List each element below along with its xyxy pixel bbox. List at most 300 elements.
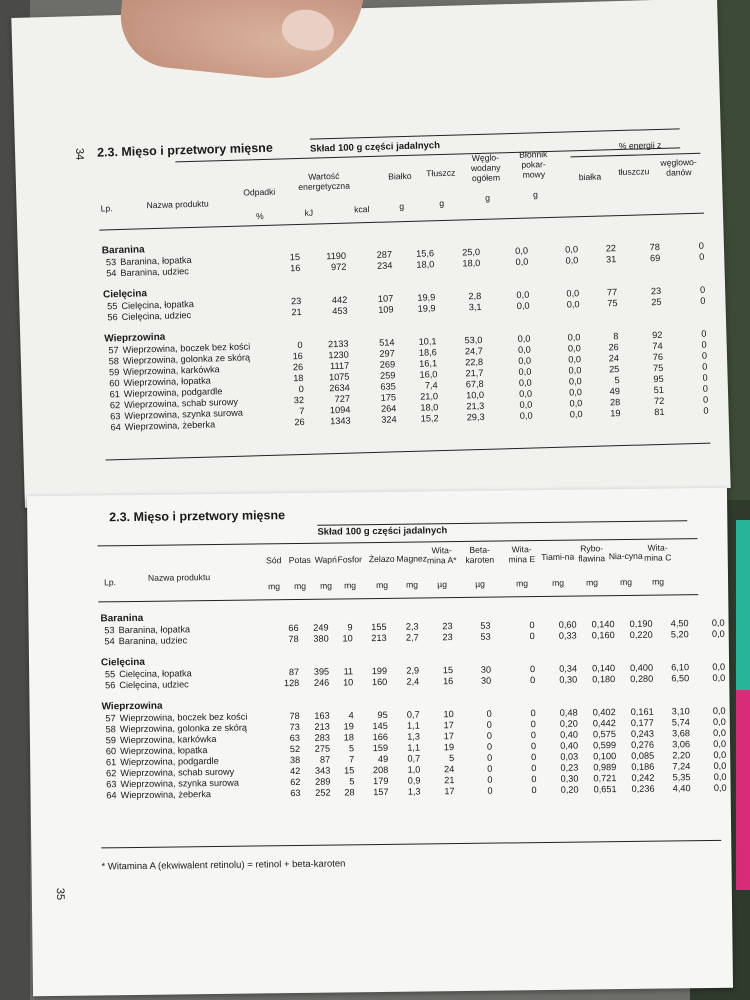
product-name: Wieprzowina, golonka ze skórą <box>119 722 248 735</box>
cell-value: 5 <box>349 776 355 787</box>
unit: mg <box>620 576 633 588</box>
cell-value: 234 <box>376 260 393 271</box>
cell-value: 0,242 <box>631 772 655 783</box>
cell-value: 24 <box>444 764 455 775</box>
cell-value: 0,60 <box>558 619 577 630</box>
unit: µg <box>475 578 485 589</box>
col-header: Wartość energetyczna <box>298 170 351 193</box>
cell-value: 0,0 <box>713 771 727 782</box>
row-number: 58 <box>105 724 116 735</box>
cell-value: 0,0 <box>712 705 726 716</box>
cell-value: 0 <box>486 708 492 719</box>
col-header: Wita-mina E <box>508 544 536 565</box>
cell-value: 5,74 <box>671 717 690 728</box>
cell-value: 107 <box>377 293 394 304</box>
cell-value: 635 <box>380 381 396 392</box>
col-header: Fosfor <box>337 554 362 565</box>
cell-value: 21 <box>444 775 455 786</box>
cell-value: 0 <box>531 774 537 785</box>
row-number: 63 <box>106 779 117 790</box>
cell-value: 0,0 <box>516 300 530 311</box>
cell-value: 0,0 <box>568 354 582 365</box>
cell-value: 0,0 <box>566 288 580 299</box>
unit: mg <box>406 579 419 590</box>
col-header: białka <box>578 171 602 183</box>
unit: mg <box>516 578 529 589</box>
cell-value: 0,0 <box>519 388 533 399</box>
cell-value: 16 <box>292 350 303 362</box>
cell-value: 18,6 <box>418 347 437 358</box>
cell-value: 0,7 <box>406 709 420 720</box>
cell-value: 19 <box>610 408 621 419</box>
cell-value: 0,180 <box>592 674 616 685</box>
cell-value: 163 <box>314 710 330 721</box>
col-header: Wita-mina A* <box>426 545 457 566</box>
cell-value: 159 <box>372 742 389 754</box>
cell-value: 2,7 <box>405 632 419 643</box>
cell-value: 25 <box>608 364 620 375</box>
product-name: Wieprzowina, łopatka <box>120 745 208 757</box>
section-title: 2.3. Mięso i przetwory mięsne <box>109 508 286 525</box>
product-name: Wieprzowina, schab surowy <box>124 396 239 410</box>
cell-value: 75 <box>652 362 664 374</box>
cell-value: 24 <box>608 353 620 364</box>
cell-value: 0,186 <box>631 761 655 772</box>
cell-value: 0,0 <box>516 289 530 300</box>
col-name: Nazwa produktu <box>147 572 211 583</box>
cell-value: 23 <box>442 621 453 632</box>
cell-value: 53 <box>480 631 491 642</box>
cell-value: 78 <box>288 633 299 645</box>
unit: µg <box>437 579 447 590</box>
footnote: * Witamina A (ekwiwalent retinolu) = retinol + beta-karoten <box>101 858 346 873</box>
cell-value: 1094 <box>329 404 351 416</box>
cell-value: 22 <box>605 243 617 254</box>
col-header: Błonnik pokar-mowy <box>519 149 548 180</box>
cell-value: 0,0 <box>712 716 726 727</box>
cell-value: 155 <box>371 621 387 633</box>
cell-value: 0 <box>700 295 706 306</box>
row-number: 57 <box>108 345 119 356</box>
cell-value: 49 <box>609 386 621 397</box>
cell-value: 0 <box>486 730 492 741</box>
cell-value: 264 <box>380 403 397 414</box>
col-header: Nia-cyna <box>608 550 643 562</box>
cell-value: 269 <box>379 359 396 370</box>
cell-value: 0,20 <box>560 784 579 795</box>
cell-value: 0,0 <box>711 617 725 628</box>
cell-value: 0,140 <box>591 619 615 630</box>
cell-value: 179 <box>373 775 389 787</box>
cell-value: 0,40 <box>560 740 579 751</box>
unit: mg <box>652 576 665 587</box>
section-title: 2.3. Mięso i przetwory mięsne <box>96 140 273 160</box>
cell-value: 30 <box>480 664 492 675</box>
cell-value: 9 <box>347 622 353 633</box>
cell-value: 0,34 <box>559 663 578 674</box>
cell-value: 0,190 <box>629 618 653 629</box>
group-name: Cielęcina <box>102 288 148 301</box>
cell-value: 1230 <box>328 349 349 361</box>
cell-value: 30 <box>480 675 492 686</box>
cell-value: 395 <box>313 666 330 677</box>
cell-value: 38 <box>289 754 301 766</box>
cell-value: 0,30 <box>560 773 579 784</box>
cell-value: 0 <box>297 339 303 351</box>
col-header: Wapń <box>314 554 337 565</box>
cell-value: 442 <box>331 294 348 306</box>
cell-value: 208 <box>372 764 389 776</box>
table-bottom-rule <box>106 443 711 461</box>
cell-value: 380 <box>313 633 329 644</box>
cell-value: 75 <box>607 298 618 309</box>
cell-value: 7 <box>349 754 355 765</box>
cell-value: 0,0 <box>712 661 726 672</box>
header-rule <box>317 520 687 526</box>
cell-value: 26 <box>292 361 304 373</box>
product-name: Baranina, udziec <box>118 635 188 647</box>
unit: mg <box>294 580 307 592</box>
cell-value: 0,0 <box>518 355 532 366</box>
cell-value: 0 <box>531 763 537 774</box>
cell-value: 31 <box>605 254 617 265</box>
cell-value: 0,7 <box>407 753 421 764</box>
product-name: Cielęcina, łopatka <box>119 668 192 680</box>
unit: g <box>532 189 538 200</box>
teal-book-edge <box>736 520 750 690</box>
cell-value: 8 <box>613 331 619 342</box>
cell-value: 0,0 <box>569 398 583 409</box>
cell-value: 1,1 <box>406 720 420 731</box>
cell-value: 81 <box>654 406 665 418</box>
cell-value: 0,989 <box>593 762 617 773</box>
cell-value: 0,0 <box>568 365 582 376</box>
cell-value: 74 <box>652 340 663 352</box>
cell-value: 22,8 <box>465 356 484 368</box>
cell-value: 343 <box>314 765 331 776</box>
page-35 <box>27 488 733 997</box>
col-lp: Lp. <box>100 203 113 214</box>
col-header: Rybo-flawina <box>578 543 606 564</box>
row-number: 55 <box>104 669 116 680</box>
cell-value: 0,0 <box>567 332 581 343</box>
product-name: Wieprzowina, golonka ze skórą <box>122 352 251 366</box>
product-name: Wieprzowina, boczek bez kości <box>119 711 248 724</box>
cell-value: 18 <box>343 732 355 743</box>
cell-value: 19 <box>443 742 455 753</box>
unit: g <box>399 201 405 212</box>
cell-value: 0,402 <box>592 707 616 718</box>
cell-value: 128 <box>283 677 300 689</box>
cell-value: 10 <box>342 633 353 644</box>
header-rule <box>310 128 680 139</box>
cell-value: 95 <box>653 373 664 385</box>
cell-value: 6,10 <box>671 662 690 673</box>
col-header: Potas <box>288 554 311 566</box>
cell-value: 92 <box>652 329 663 341</box>
cell-value: 87 <box>319 754 331 765</box>
cell-value: 11 <box>343 666 354 677</box>
cell-value: 49 <box>377 753 389 765</box>
cell-value: 0 <box>701 339 707 350</box>
cell-value: 51 <box>653 384 665 396</box>
cell-value: 21 <box>291 306 302 318</box>
cell-value: 0,0 <box>713 782 727 793</box>
cell-value: 0,48 <box>559 707 578 718</box>
cell-value: 25 <box>651 296 662 308</box>
cell-value: 10 <box>342 677 354 688</box>
cell-value: 514 <box>379 337 395 348</box>
unit: % <box>255 210 264 222</box>
cell-value: 0,9 <box>407 775 421 786</box>
cell-value: 0,442 <box>592 718 616 729</box>
cell-value: 246 <box>313 677 330 688</box>
cell-value: 17 <box>444 786 455 797</box>
cell-value: 157 <box>373 786 389 798</box>
cell-value: 0,20 <box>559 718 578 729</box>
cell-value: 78 <box>289 710 300 722</box>
cell-value: 18,0 <box>462 257 481 269</box>
col-header: Żelazo <box>368 553 395 565</box>
cell-value: 2634 <box>329 382 350 394</box>
unit: g <box>439 197 445 209</box>
cell-value: 18 <box>293 372 304 384</box>
table-bottom-rule <box>101 840 721 849</box>
cell-value: 0,599 <box>592 740 617 751</box>
row-number: 61 <box>109 389 120 400</box>
cell-value: 42 <box>290 765 301 777</box>
cell-value: 7,24 <box>672 761 691 772</box>
cell-value: 25,0 <box>461 246 481 258</box>
col-header: węglowo-danów <box>660 156 697 178</box>
cell-value: 453 <box>332 305 348 317</box>
cell-value: 19,9 <box>417 303 436 314</box>
cell-value: 53,0 <box>464 334 483 346</box>
product-name: Wieprzowina, szynka surowa <box>124 407 244 421</box>
cell-value: 972 <box>330 261 347 273</box>
cell-value: 15,2 <box>420 413 439 424</box>
cell-value: 6,50 <box>671 673 690 684</box>
product-name: Baranina, udziec <box>120 266 190 279</box>
cell-value: 0 <box>701 328 707 339</box>
cell-value: 3,10 <box>671 706 690 717</box>
cell-value: 252 <box>315 787 331 798</box>
unit: mg <box>552 577 565 588</box>
cell-value: 7,4 <box>424 380 438 391</box>
cell-value: 213 <box>371 632 387 644</box>
cell-value: 0,0 <box>566 299 580 310</box>
row-number: 56 <box>107 312 118 323</box>
cell-value: 52 <box>289 743 301 755</box>
product-name: Wieprzowina, schab surowy <box>120 766 235 779</box>
cell-value: 0,0 <box>569 387 583 398</box>
row-number: 60 <box>105 746 117 757</box>
row-number: 62 <box>109 400 121 411</box>
cell-value: 0,0 <box>569 409 583 420</box>
cell-value: 160 <box>371 676 388 688</box>
row-number: 54 <box>104 636 115 647</box>
cell-value: 28 <box>344 787 355 798</box>
cell-value: 23 <box>442 632 453 643</box>
cell-value: 727 <box>334 393 351 405</box>
col-header: Magnez <box>396 553 428 564</box>
product-name: Wieprzowina, karkówka <box>119 733 217 746</box>
cell-value: 2,20 <box>672 750 691 761</box>
group-name: Baranina <box>100 612 144 625</box>
cell-value: 109 <box>378 304 394 315</box>
product-name: Wieprzowina, podgardle <box>123 386 223 399</box>
cell-value: 0 <box>703 405 709 416</box>
page-34 <box>11 0 730 508</box>
cell-value: 77 <box>606 287 618 298</box>
row-number: 55 <box>107 301 118 312</box>
cell-value: 15,6 <box>416 248 435 259</box>
cell-value: 2,3 <box>405 621 419 632</box>
cell-value: 4 <box>348 710 354 721</box>
cell-value: 0,575 <box>592 729 616 740</box>
cell-value: 0 <box>487 774 493 785</box>
cell-value: 5 <box>449 753 455 764</box>
cell-value: 0 <box>702 394 709 405</box>
cell-value: 3,68 <box>671 728 690 739</box>
cell-value: 4,50 <box>670 618 689 629</box>
cell-value: 0 <box>530 708 536 719</box>
product-name: Wieprzowina, podgardle <box>120 755 219 768</box>
cell-value: 0 <box>486 719 492 730</box>
cell-value: 0,0 <box>713 760 727 771</box>
cell-value: 0,085 <box>631 750 655 761</box>
cell-value: 5 <box>614 375 620 386</box>
unit: g <box>484 192 491 203</box>
composition-header: Skład 100 g części jadalnych <box>309 140 441 155</box>
cell-value: 0,721 <box>593 773 617 784</box>
col-header: Wita-mina C <box>644 542 672 563</box>
row-number: 62 <box>106 768 117 779</box>
cell-value: 53 <box>480 620 491 631</box>
cell-value: 249 <box>313 622 329 633</box>
cell-value: 26 <box>294 416 305 428</box>
cell-value: 1,3 <box>407 786 421 797</box>
cell-value: 3,06 <box>672 739 691 750</box>
cell-value: 0,243 <box>630 728 654 739</box>
cell-value: 10,1 <box>418 336 437 347</box>
product-name: Wieprzowina, łopatka <box>123 375 211 388</box>
cell-value: 0,0 <box>515 256 529 267</box>
cell-value: 0 <box>702 361 708 372</box>
col-header: Sód <box>266 555 282 566</box>
cell-value: 0,280 <box>630 673 654 684</box>
cell-value: 297 <box>379 348 395 359</box>
cell-value: 0 <box>487 763 493 774</box>
cell-value: 16 <box>290 262 301 274</box>
cell-value: 76 <box>652 351 664 363</box>
cell-value: 0,276 <box>630 739 655 750</box>
cell-value: 0,0 <box>518 377 532 388</box>
cell-value: 0,160 <box>591 630 615 641</box>
cell-value: 5 <box>348 743 355 754</box>
cell-value: 3,1 <box>468 301 482 313</box>
cell-value: 95 <box>377 709 388 721</box>
cell-value: 213 <box>314 721 330 732</box>
cell-value: 0 <box>530 730 536 741</box>
product-name: Cielęcina, udziec <box>121 310 192 322</box>
cell-value: 18,0 <box>416 259 435 270</box>
cell-value: 0 <box>698 251 705 262</box>
col-header: Węglo-wodany ogółem <box>470 152 501 184</box>
cell-value: 26 <box>608 342 619 353</box>
cell-value: 0 <box>487 752 493 763</box>
cell-value: 19 <box>343 721 354 732</box>
product-name: Wieprzowina, boczek bez kości <box>122 341 251 355</box>
cell-value: 5,35 <box>672 772 691 783</box>
cell-value: 0,220 <box>629 629 653 640</box>
cell-value: 0,651 <box>593 784 617 795</box>
row-number: 61 <box>105 757 117 768</box>
cell-value: 145 <box>372 720 388 732</box>
page-number: 34 <box>73 147 86 161</box>
cell-value: 0 <box>698 240 705 251</box>
cell-value: 0,0 <box>518 366 532 377</box>
cell-value: 324 <box>381 414 397 425</box>
cell-value: 1,3 <box>407 731 420 742</box>
cell-value: 10,0 <box>465 389 485 401</box>
cell-value: 0,400 <box>630 662 654 673</box>
cell-value: 1,0 <box>407 764 421 775</box>
cell-value: 0,33 <box>558 630 577 641</box>
row-number: 63 <box>110 411 121 422</box>
cell-value: 21,3 <box>466 400 485 412</box>
cell-value: 16,1 <box>419 358 438 369</box>
product-name: Baranina, łopatka <box>120 255 192 268</box>
cell-value: 23 <box>650 285 662 297</box>
cell-value: 78 <box>649 241 661 253</box>
row-number: 60 <box>109 378 120 389</box>
cell-value: 0,0 <box>711 628 725 639</box>
cell-value: 287 <box>376 249 393 260</box>
unit: mg <box>586 577 599 588</box>
col-header: Białko <box>388 170 412 182</box>
product-name: Wieprzowina, szynka surowa <box>120 777 240 790</box>
product-name: Cielęcina, udziec <box>119 679 189 691</box>
cell-value: 23 <box>290 295 302 307</box>
cell-value: 19,9 <box>417 292 436 303</box>
cell-value: 69 <box>649 252 661 264</box>
cell-value: 15 <box>344 765 355 776</box>
row-number: 64 <box>106 790 117 801</box>
cell-value: 0,0 <box>713 727 726 738</box>
col-header: Odpadki <box>243 186 276 198</box>
cell-value: 21,7 <box>465 367 484 379</box>
cell-value: 0,0 <box>713 738 727 749</box>
cell-value: 166 <box>372 731 388 743</box>
cell-value: 0,0 <box>517 344 531 355</box>
cell-value: 7 <box>299 405 305 417</box>
product-name: Wieprzowina, karkówka <box>123 364 220 377</box>
cell-value: 0 <box>699 284 706 295</box>
cell-value: 16 <box>442 676 454 687</box>
unit: mg <box>344 580 357 591</box>
col-lp: Lp. <box>103 577 117 588</box>
cell-value: 62 <box>290 776 301 788</box>
unit: kJ <box>304 207 314 218</box>
cell-value: 72 <box>653 395 665 407</box>
cell-value: 0,236 <box>631 783 655 794</box>
cell-value: 2,8 <box>468 290 482 302</box>
row-number: 59 <box>105 735 117 746</box>
cell-value: 275 <box>314 743 331 754</box>
cell-value: 175 <box>380 392 397 403</box>
cell-value: 0 <box>530 719 536 730</box>
